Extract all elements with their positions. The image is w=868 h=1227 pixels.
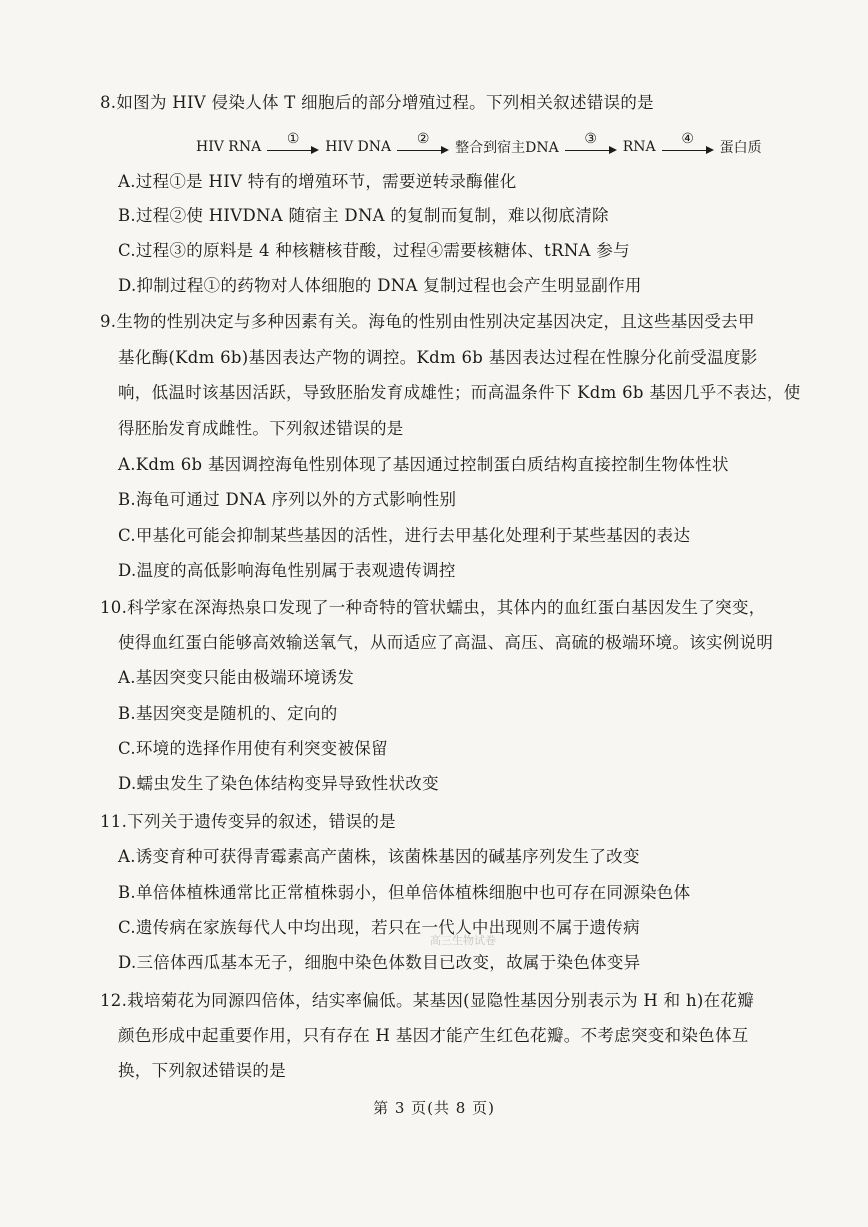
- q11-option-c: C.遗传病在家族每代人中均出现，若只在一代人中出现则不属于遗传病: [118, 918, 640, 937]
- q10-option-b: B.基因突变是随机的、定向的: [118, 704, 338, 723]
- q9-stem-line-1: 9.生物的性别决定与多种因素有关。海龟的性别由性别决定基因决定，且这些基因受去甲: [100, 312, 755, 331]
- q9-option-a: A.Kdm 6b 基因调控海龟性别体现了基因通过控制蛋白质结构直接控制生物体性状: [118, 455, 729, 474]
- q8-option-a: A.过程①是 HIV 特有的增殖环节，需要逆转录酶催化: [118, 172, 517, 191]
- step-3-label: ③: [584, 131, 597, 147]
- q11-stem: 11.下列关于遗传变异的叙述，错误的是: [100, 812, 396, 831]
- arrow-step-3: [565, 131, 617, 157]
- q12-stem-line-2: 颜色形成中起重要作用，只有存在 H 基因才能产生红色花瓣。不考虑突变和染色体互: [118, 1026, 749, 1045]
- step-4-label: ④: [681, 131, 694, 147]
- q10-option-a: A.基因突变只能由极端环境诱发: [118, 668, 355, 687]
- arrow-step-4: [662, 131, 714, 157]
- step-2-label: ②: [416, 131, 430, 147]
- flow-node-host-dna: 整合到宿主DNA: [455, 140, 559, 156]
- flow-node-protein: 蛋白质: [719, 140, 762, 156]
- q11-option-a: A.诱变育种可获得青霉素高产菌株，该菌株基因的碱基序列发生了改变: [118, 847, 640, 866]
- q10-option-d: D.蠕虫发生了染色体结构变异导致性状改变: [118, 774, 439, 793]
- hiv-process-diagram: [196, 133, 762, 161]
- q8-option-b: B.过程②使 HIVDNA 随宿主 DNA 的复制而复制，难以彻底清除: [118, 206, 609, 225]
- q9-stem-line-3: 响，低温时该基因活跃，导致胚胎发育成雄性；而高温条件下 Kdm 6b 基因几乎不表达，使: [118, 383, 801, 402]
- q11-option-d: D.三倍体西瓜基本无子，细胞中染色体数目已改变，故属于染色体变异: [118, 953, 641, 972]
- step-1-label: ①: [286, 131, 300, 147]
- q12-stem-line-3: 换，下列叙述错误的是: [118, 1061, 286, 1080]
- flow-node-rna: RNA: [622, 139, 656, 155]
- q11-option-b: B.单倍体植株通常比正常植株弱小，但单倍体植株细胞中也可存在同源染色体: [118, 883, 691, 902]
- flow-node-hiv-dna: HIV DNA: [325, 139, 392, 155]
- arrow-step-2: [397, 131, 449, 157]
- q10-stem-line-1: 10.科学家在深海热泉口发现了一种奇特的管状蠕虫，其体内的血红蛋白基因发生了突变，: [100, 598, 766, 617]
- q9-option-b: B.海龟可通过 DNA 序列以外的方式影响性别: [118, 490, 457, 509]
- q9-stem-line-4: 得胚胎发育成雌性。下列叙述错误的是: [118, 419, 404, 438]
- q8-stem: 8.如图为 HIV 侵染人体 T 细胞后的部分增殖过程。下列相关叙述错误的是: [100, 93, 654, 112]
- flow-node-hiv-rna: HIV RNA: [196, 139, 262, 155]
- q8-option-c: C.过程③的原料是 4 种核糖核苷酸，过程④需要核糖体、tRNA 参与: [118, 241, 630, 260]
- q10-option-c: C.环境的选择作用使有利突变被保留: [118, 739, 388, 758]
- q9-stem-line-2: 基化酶(Kdm 6b)基因表达产物的调控。Kdm 6b 基因表达过程在性腺分化前受温度影: [118, 348, 758, 367]
- q9-option-c: C.甲基化可能会抑制某些基因的活性，进行去甲基化处理利于某些基因的表达: [118, 526, 691, 545]
- q8-option-d: D.抑制过程①的药物对人体细胞的 DNA 复制过程也会产生明显副作用: [118, 276, 642, 295]
- q9-option-d: D.温度的高低影响海龟性别属于表观遗传调控: [118, 561, 456, 580]
- q12-stem-line-1: 12.栽培菊花为同源四倍体，结实率偏低。某基因(显隐性基因分别表示为 H 和 h)在花瓣: [100, 991, 755, 1010]
- arrow-step-1: [267, 131, 319, 157]
- page-number: 第 3 页(共 8 页): [373, 1099, 495, 1117]
- faint-watermark: 高三生物试卷: [430, 934, 496, 947]
- q10-stem-line-2: 使得血红蛋白能够高效输送氧气，从而适应了高温、高压、高硫的极端环境。该实例说明: [118, 633, 774, 652]
